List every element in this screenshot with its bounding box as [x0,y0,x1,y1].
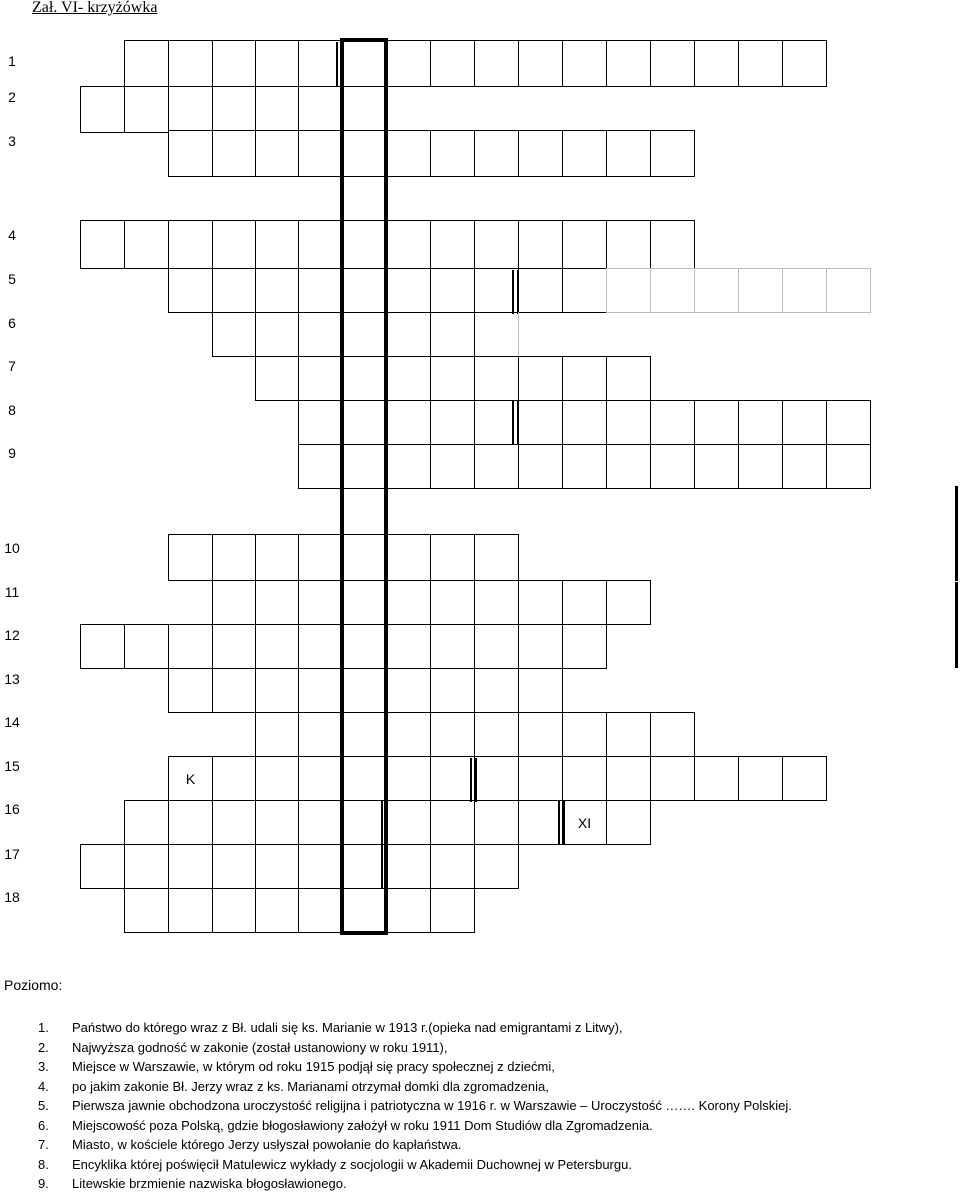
crossword-cell[interactable] [562,40,607,87]
crossword-cell[interactable] [562,130,607,177]
crossword-cell[interactable] [562,580,607,625]
word-separator [336,42,343,86]
crossword-cell[interactable] [255,312,299,357]
crossword-cell[interactable] [255,888,299,933]
crossword-cell[interactable] [255,86,299,133]
crossword-cell[interactable] [168,86,213,133]
crossword-cell[interactable] [124,220,169,269]
clue-number: 7. [38,1137,49,1152]
crossword-cell[interactable] [430,712,475,757]
clue-text: Pierwsza jawnie obchodzona uroczystość religijna i patriotyczna w 1916 r. w Warszawie – Uroczystość ……. Korony Polskiej. [72,1098,792,1113]
crossword-cell[interactable] [168,800,213,845]
crossword-cell[interactable] [298,712,343,757]
crossword-cell[interactable] [518,712,563,757]
row-number: 7 [8,358,16,374]
crossword-cell[interactable] [168,756,213,801]
crossword-cell[interactable] [298,86,343,133]
crossword-cell[interactable] [606,40,651,87]
crossword-cell[interactable] [80,844,125,889]
crossword-cell[interactable] [298,312,343,357]
crossword-cell[interactable] [430,400,475,445]
crossword-cell[interactable] [255,800,299,845]
crossword-cell[interactable] [386,624,431,669]
crossword-cell[interactable] [386,888,431,933]
crossword-cell[interactable] [474,220,519,269]
crossword-cell[interactable] [298,668,343,713]
crossword-cell[interactable] [386,668,431,713]
crossword-cell[interactable] [430,40,475,87]
crossword-cell[interactable] [212,756,256,801]
crossword-cell[interactable] [694,268,739,313]
clue-number: 4. [38,1078,49,1094]
crossword-cell[interactable] [518,130,563,177]
crossword-cell[interactable] [298,888,343,933]
clue-text: Litewskie brzmienie nazwiska błogosławionego. [72,1176,347,1191]
crossword-cell[interactable] [212,130,256,177]
crossword-cell[interactable] [606,220,651,269]
crossword-cell[interactable] [255,624,299,669]
crossword-cell[interactable] [430,580,475,625]
crossword-cell[interactable] [298,534,343,581]
word-separator [381,800,388,888]
crossword-cell[interactable] [386,756,431,801]
crossword-cell[interactable] [386,130,431,177]
crossword-cell[interactable] [606,712,651,757]
crossword-cell[interactable] [562,624,607,669]
crossword-cell[interactable] [298,220,343,269]
word-separator [558,800,565,844]
clue-number: 9. [38,1176,49,1191]
crossword-cell[interactable] [212,312,256,357]
crossword-cell[interactable] [518,220,563,269]
crossword-cell[interactable] [474,580,519,625]
crossword-cell[interactable] [80,624,125,669]
crossword-cell[interactable] [650,444,695,489]
clue-text: Najwyższa godność w zakonie (został ustanowiony w roku 1911), [72,1039,448,1055]
crossword-cell[interactable] [386,40,431,87]
crossword-cell[interactable] [474,756,519,801]
crossword-cell[interactable] [168,844,213,889]
crossword-cell[interactable] [782,756,827,801]
crossword-cell[interactable] [738,268,783,313]
crossword-cell[interactable] [255,130,299,177]
crossword-cell[interactable] [518,400,563,445]
crossword-cell[interactable] [386,356,431,401]
crossword-cell[interactable] [782,40,827,87]
crossword-cell[interactable] [606,400,651,445]
crossword-cell[interactable] [826,400,871,445]
crossword-cell[interactable] [562,800,607,845]
crossword-cell[interactable] [738,40,783,87]
row-number: 3 [8,133,16,149]
crossword-cell[interactable] [298,444,343,489]
crossword-cell[interactable] [168,534,213,581]
crossword-cell[interactable] [168,40,213,87]
crossword-cell[interactable] [562,712,607,757]
row-number: 13 [4,671,20,687]
crossword-cell[interactable] [518,624,563,669]
crossword-cell[interactable] [474,130,519,177]
clue-item [38,1155,792,1175]
crossword-cell[interactable] [80,220,125,269]
crossword-cell[interactable] [212,580,256,625]
crossword-cell[interactable] [430,534,475,581]
across-heading: Poziomo: [4,977,63,993]
crossword-cell[interactable] [474,40,519,87]
crossword-cell[interactable] [298,800,343,845]
crossword-cell[interactable] [255,756,299,801]
crossword-cell[interactable] [298,130,343,177]
crossword-cell[interactable] [518,668,563,713]
clue-text: Miejscowość poza Polską, gdzie błogosławiony założył w roku 1911 Dom Studiów dla Zgromadzenia. [72,1117,653,1133]
crossword-cell[interactable] [255,534,299,581]
crossword-cell[interactable] [298,756,343,801]
crossword-cell[interactable] [255,580,299,625]
crossword-cell[interactable] [298,844,343,889]
clue-number: 8. [38,1156,49,1172]
row-number: 4 [8,227,16,243]
crossword-cell[interactable] [255,844,299,889]
crossword-cell[interactable] [212,624,256,669]
crossword-cell[interactable] [518,756,563,801]
crossword-cell[interactable] [430,668,475,713]
row-number: 8 [8,402,16,418]
crossword-cell[interactable] [606,800,651,845]
crossword-cell[interactable] [430,312,475,357]
crossword-cell[interactable] [650,40,695,87]
crossword-cell[interactable] [474,534,519,581]
crossword-cell[interactable] [474,624,519,669]
row-number: 1 [8,53,16,69]
crossword-cell[interactable] [168,668,213,713]
crossword-cell[interactable] [518,40,563,87]
cell-letter: K [185,770,196,787]
crossword-cell[interactable] [168,888,213,933]
crossword-cell[interactable] [124,844,169,889]
crossword-cell[interactable] [124,800,169,845]
clue-text: Miejsce w Warszawie, w którym od roku 1915 podjął się pracy społecznej z dziećmi, [72,1059,555,1074]
crossword-cell[interactable] [518,444,563,489]
crossword-cell[interactable] [212,268,256,313]
clue-text: Państwo do którego wraz z Bł. udali się ks. Marianie w 1913 r.(opieka nad emigrantami z Litwy), [72,1020,623,1035]
crossword-cell[interactable] [430,268,475,313]
crossword-cell[interactable] [562,444,607,489]
crossword-cell[interactable] [562,220,607,269]
crossword-cell[interactable] [212,534,256,581]
clue-number: 2. [38,1039,49,1055]
row-number: 15 [4,758,20,774]
crossword-cell[interactable] [386,400,431,445]
crossword-cell[interactable] [606,756,651,801]
crossword-cell[interactable] [650,712,695,757]
crossword-cell[interactable] [562,356,607,401]
crossword-cell[interactable] [124,888,169,933]
row-number: 14 [4,714,20,730]
crossword-cell[interactable] [298,400,343,445]
word-separator [512,270,519,314]
crossword-cell[interactable] [474,356,519,401]
margin-mark [955,582,958,668]
crossword-cell[interactable] [606,444,651,489]
crossword-cell[interactable] [694,400,739,445]
crossword-cell[interactable] [298,356,343,401]
clue-number: 5. [38,1098,49,1113]
margin-mark [955,486,958,581]
crossword-cell[interactable] [782,268,827,313]
crossword-cell[interactable] [124,40,169,87]
crossword-cell[interactable] [386,220,431,269]
crossword-cell[interactable] [212,220,256,269]
crossword-cell[interactable] [168,130,213,177]
crossword-cell[interactable] [606,580,651,625]
worksheet-title: Zał. VI- krzyżówka [32,0,158,16]
clue-text: Miasto, w kościele którego Jerzy usłyszał powołanie do kapłaństwa. [72,1137,462,1152]
crossword-cell[interactable] [80,86,125,133]
clue-text: po jakim zakonie Bł. Jerzy wraz z ks. Marianami otrzymał domki dla zgromadzenia, [72,1078,549,1094]
clue-item [38,1096,792,1116]
crossword-cell[interactable] [255,268,299,313]
clue-item [38,1174,792,1194]
row-number: 5 [8,271,16,287]
crossword-cell[interactable] [782,400,827,445]
row-number: 9 [8,445,16,461]
row-number: 12 [4,627,20,643]
crossword-cell[interactable] [694,40,739,87]
crossword-cell[interactable] [212,844,256,889]
crossword-cell[interactable] [168,624,213,669]
crossword-cell[interactable] [650,130,695,177]
crossword-cell[interactable] [518,268,563,313]
row-number: 17 [4,846,20,862]
clue-number: 6. [38,1117,49,1133]
crossword-cell[interactable] [474,444,519,489]
crossword-cell[interactable] [782,444,827,489]
crossword-cell[interactable] [255,220,299,269]
word-separator [512,400,519,444]
crossword-cell[interactable] [650,220,695,269]
crossword-cell[interactable] [518,800,563,845]
crossword-cell[interactable] [430,756,475,801]
crossword-cell[interactable] [124,624,169,669]
crossword-cell[interactable] [212,800,256,845]
crossword-cell[interactable] [826,444,871,489]
crossword-cell[interactable] [255,356,299,401]
crossword-cell[interactable] [474,668,519,713]
clue-list [38,1018,792,1194]
clue-item [38,1057,792,1077]
crossword-cell[interactable] [386,268,431,313]
clue-number: 1. [38,1020,49,1035]
crossword-cell[interactable] [255,712,299,757]
crossword-cell[interactable] [168,268,213,313]
crossword-cell[interactable] [650,400,695,445]
clue-number: 3. [38,1059,49,1074]
crossword-cell[interactable] [124,86,169,133]
crossword-cell[interactable] [430,844,475,889]
crossword-cell[interactable] [430,220,475,269]
crossword-cell[interactable] [168,220,213,269]
crossword-cell[interactable] [430,800,475,845]
clue-item [38,1018,792,1038]
crossword-cell[interactable] [430,444,475,489]
crossword-cell[interactable] [386,844,431,889]
crossword-cell[interactable] [386,444,431,489]
crossword-cell[interactable] [298,580,343,625]
clue-text: Encyklika której poświęcił Matulewicz wykłady z socjologii w Akademii Duchownej w Petersburgu. [72,1156,632,1172]
row-number: 6 [8,315,16,331]
crossword-cell[interactable] [738,444,783,489]
crossword-cell[interactable] [386,534,431,581]
clue-item [38,1038,792,1058]
crossword-cell[interactable] [430,130,475,177]
crossword-cell[interactable] [474,312,519,357]
crossword-cell[interactable] [298,624,343,669]
crossword-cell[interactable] [606,356,651,401]
clue-item [38,1135,792,1155]
crossword-cell[interactable] [518,580,563,625]
crossword-cell[interactable] [562,756,607,801]
crossword-cell[interactable] [562,400,607,445]
connector-line [518,312,519,356]
crossword-cell[interactable] [650,756,695,801]
crossword-cell[interactable] [430,888,475,933]
crossword-cell[interactable] [474,800,519,845]
crossword-cell[interactable] [255,668,299,713]
crossword-cell[interactable] [518,356,563,401]
row-number: 10 [4,540,20,556]
crossword-cell[interactable] [386,712,431,757]
row-number: 11 [4,584,20,600]
word-separator [470,758,477,802]
crossword-cell[interactable] [474,712,519,757]
crossword-cell[interactable] [694,756,739,801]
crossword-cell[interactable] [606,130,651,177]
crossword-cell[interactable] [212,888,256,933]
crossword-cell[interactable] [430,624,475,669]
crossword-cell[interactable] [212,86,256,133]
crossword-cell[interactable] [212,668,256,713]
clue-item [38,1116,792,1136]
crossword-cell[interactable] [650,268,695,313]
row-number: 2 [8,89,16,105]
crossword-cell[interactable] [738,400,783,445]
crossword-cell[interactable] [212,40,256,87]
row-number: 16 [4,801,20,817]
crossword-cell[interactable] [606,268,651,313]
crossword-cell[interactable] [474,844,519,889]
crossword-cell[interactable] [386,580,431,625]
cell-letter: XI [577,814,592,831]
crossword-cell[interactable] [430,356,475,401]
crossword-cell[interactable] [826,268,871,313]
crossword-cell[interactable] [562,268,607,313]
clue-item [38,1077,792,1097]
crossword-cell[interactable] [694,444,739,489]
crossword-cell[interactable] [255,40,299,87]
crossword-cell[interactable] [386,312,431,357]
crossword-cell[interactable] [298,268,343,313]
crossword-cell[interactable] [738,756,783,801]
crossword-cell[interactable] [386,800,431,845]
row-number: 18 [4,889,20,905]
